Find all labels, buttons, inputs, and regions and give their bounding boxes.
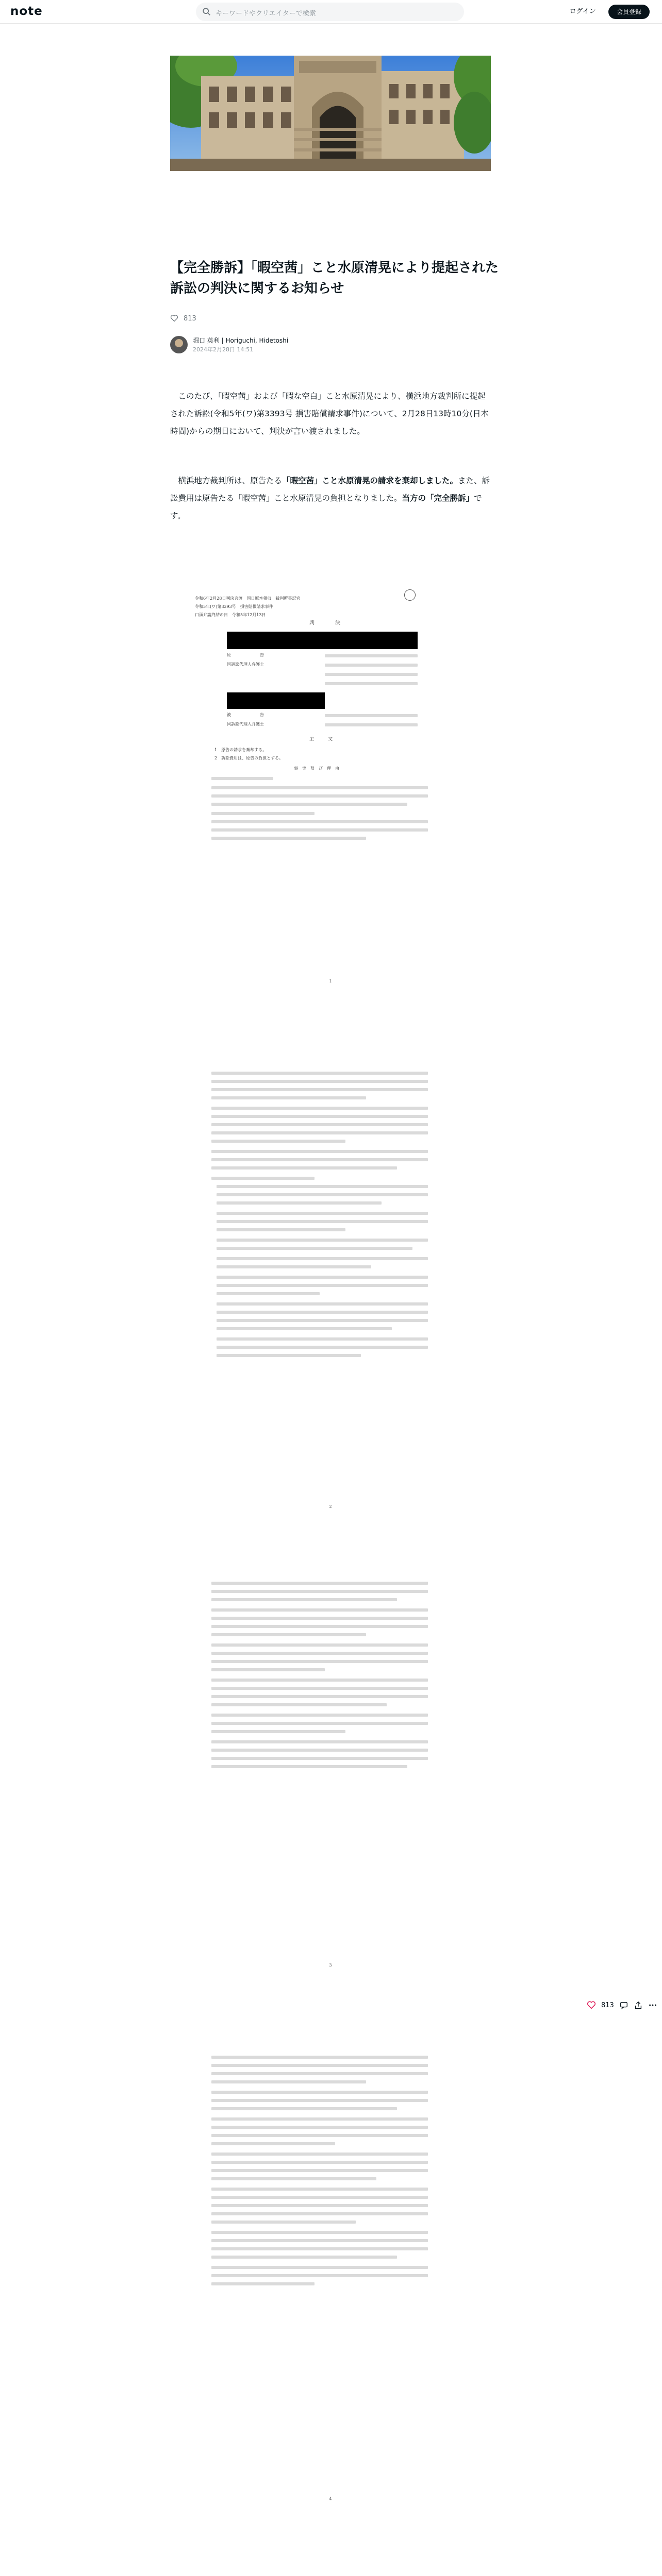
login-button[interactable]: ログイン — [569, 8, 596, 15]
redaction-bar — [227, 632, 418, 649]
more-icon[interactable] — [648, 2001, 657, 2010]
redaction-bar — [227, 692, 325, 709]
heart-icon[interactable] — [170, 314, 178, 323]
search-bar[interactable] — [196, 3, 464, 21]
article-title: 【完全勝訴】「暇空茜」こと水原清晃により提起された訴訟の判決に関するお知らせ — [170, 260, 499, 296]
judgment-page-image — [170, 2571, 491, 2576]
site-header — [0, 0, 662, 24]
judgment-page-image: 4 — [170, 2045, 491, 2509]
article-paragraph: このたび、「暇空茜」および「暇な空白」こと水原清晃により、横浜地方裁判所に提起された訴訟(令和5年(ワ)第3393号 損害賠償請求事件)について、2月28日13時10分(日本時間)からの期日において、判決が言い渡されました。 — [170, 392, 489, 436]
judgment-page-image: 2 — [170, 1061, 491, 1515]
avatar[interactable] — [170, 336, 188, 353]
side-like-count[interactable]: 813 — [601, 2001, 614, 2009]
like-count[interactable]: 813 — [184, 314, 196, 323]
publish-date: 2024年2月28日 14:51 — [193, 346, 254, 353]
article-hero-image — [170, 56, 491, 171]
side-action-bar — [587, 1999, 657, 2011]
court-seal — [404, 589, 416, 601]
search-icon — [202, 7, 211, 16]
heart-icon[interactable] — [587, 2001, 596, 2010]
comment-icon[interactable] — [619, 2001, 628, 2010]
judgment-page-image: 3 — [170, 1571, 491, 1973]
share-icon[interactable] — [634, 2001, 643, 2010]
note-logo[interactable]: note — [10, 5, 43, 18]
search-input[interactable]: キーワードやクリエイターで検索 — [216, 10, 316, 18]
author-name[interactable]: 堀口 英利 | Horiguchi, Hidetoshi — [193, 337, 289, 344]
judgment-page-image: 令和6年2月28日判決言渡 同日原本領収 裁判所書記官 令和5年(ワ)第3393号 損害賠償請求事件 口頭弁論終結の日 令和5年12月13日 判 決 原 告 同訴訟代理人弁護士 被 告 同訴訟代理人弁護士 主 文 1 原告の請求を棄却する。 2 訴訟費用は、原告の負担とする。 事 実 及 び 理 由 1 — [170, 587, 491, 989]
courthouse-photo — [170, 56, 491, 171]
signup-button[interactable]: 会員登録 — [608, 5, 650, 19]
article-paragraph: 横浜地方裁判所は、原告たる「暇空茜」こと水原清晃の請求を棄却しました。また、訴訟費用は原告たる「暇空茜」こと水原清晃の負担となりました。当方の「完全勝訴」です。 — [170, 476, 490, 520]
like-area-top — [170, 313, 196, 324]
